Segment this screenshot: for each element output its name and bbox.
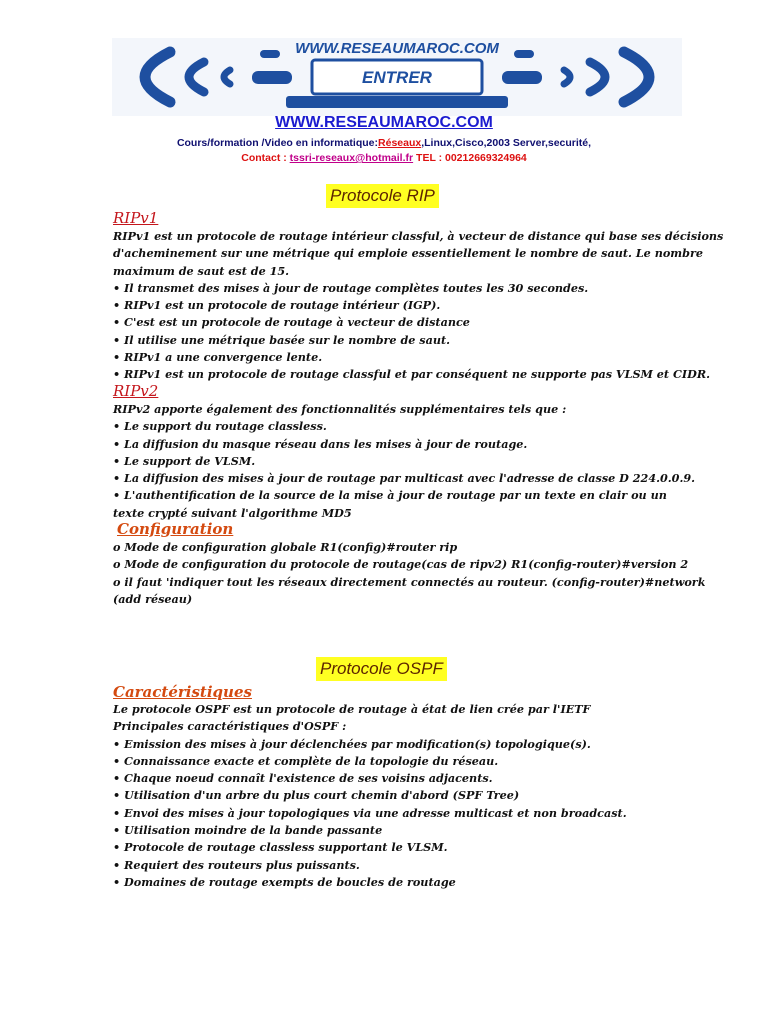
config-line: o Mode de configuration du protocole de routage(cas de ripv2) R1(config-router)#version 2 (113, 557, 689, 572)
ripv2-line: • Le support de VLSM. (113, 453, 256, 468)
ospf-line: • Envoi des mises à jour topologiques via une adresse multicast et non broadcast. (113, 805, 627, 820)
ripv1-line: • Il utilise une métrique basée sur le nombre de saut. (113, 332, 451, 347)
courses-reseaux-link[interactable]: Réseaux (378, 137, 422, 149)
ospf-text (113, 701, 673, 891)
ospf-line: Principales caractéristiques d'OSPF : (113, 719, 347, 734)
ospf-line: Le protocole OSPF est un protocole de routage à état de lien crée par l'IETF (113, 702, 591, 716)
ospf-line: • Emission des mises à jour déclenchées par modification(s) topologique(s). (113, 736, 591, 751)
ripv2-line: texte crypté suivant l'algorithme MD5 (113, 505, 352, 520)
ospf-line: • Chaque noeud connaît l'existence de ses voisins adjacents. (113, 771, 493, 786)
ripv1-line: • RIPv1 est un protocole de routage intérieur (IGP). (113, 298, 441, 313)
ospf-line: • Connaissance exacte et complète de la topologie du réseau. (113, 753, 499, 768)
contact-label: Contact : (241, 152, 287, 164)
ripv1-text (113, 228, 724, 384)
ripv2-line: • La diffusion des mises à jour de routage par multicast avec l'adresse de classe D 224.0.0.9. (113, 471, 696, 486)
ripv2-line: • Le support du routage classless. (113, 419, 327, 434)
ripv1-line: maximum de saut est de 15. (113, 263, 290, 278)
ripv1-line: • RIPv1 a une convergence lente. (113, 350, 323, 365)
ripv1-line: • Il transmet des mises à jour de routage complètes toutes les 30 secondes. (113, 280, 589, 295)
ripv2-line: • L'authentification de la source de la mise à jour de routage par un texte en clair ou un (113, 488, 667, 503)
ospf-characteristics-heading: Caractéristiques (113, 683, 252, 701)
config-line: (add réseau) (113, 591, 193, 606)
config-line: o Mode de configuration globale R1(config)#router rip (113, 540, 458, 554)
contact-tel: TEL : 00212669324964 (416, 152, 527, 164)
courses-suffix: ,Linux,Cisco,2003 Server,securité, (421, 137, 592, 149)
courses-prefix: Cours/formation /Video en informatique: (176, 137, 379, 149)
ospf-title: Protocole OSPF (316, 657, 447, 681)
ripv2-heading: RIPv2 (113, 382, 159, 400)
config-line: o il faut 'indiquer tout les réseaux directement connectés au routeur. (config-router)#network (113, 574, 706, 589)
banner-enter-text: ENTRER (362, 68, 432, 87)
ospf-line: • Requiert des routeurs plus puissants. (113, 857, 360, 872)
ripv1-line: • RIPv1 est un protocole de routage classful et par conséquent ne supporte pas VLSM et CIDR. (113, 367, 711, 382)
ripv2-text (113, 401, 696, 522)
ripv2-line: • La diffusion du masque réseau dans les mises à jour de routage. (113, 436, 528, 451)
site-banner-logo[interactable] (112, 38, 682, 116)
ospf-line: • Utilisation moindre de la bande passante (113, 823, 383, 838)
ospf-line: • Protocole de routage classless supportant le VLSM. (113, 840, 448, 855)
config-heading: Configuration (117, 520, 234, 538)
ospf-line: • Domaines de routage exempts de boucles de routage (113, 874, 456, 889)
courses-line (0, 137, 768, 149)
banner-graphic (112, 38, 682, 116)
contact-email-link[interactable]: tssri-reseaux@hotmail.fr (289, 152, 414, 164)
ripv1-line: d'acheminement sur une métrique qui emploie essentiellement le nombre de saut. Le nombre (113, 246, 703, 261)
config-text (113, 539, 706, 608)
ripv1-heading: RIPv1 (113, 209, 159, 227)
banner-site-text: WWW.RESEAUMAROC.COM (295, 40, 499, 57)
contact-line (0, 152, 768, 164)
ripv2-line: RIPv2 apporte également des fonctionnalités supplémentaires tels que : (113, 402, 567, 416)
ospf-line: • Utilisation d'un arbre du plus court chemin d'abord (SPF Tree) (113, 788, 520, 803)
ripv1-line: RIPv1 est un protocole de routage intérieur classful, à vecteur de distance qui base ses décisions (113, 229, 724, 243)
site-link[interactable]: WWW.RESEAUMAROC.COM (275, 114, 493, 131)
rip-title: Protocole RIP (326, 184, 439, 208)
ripv1-line: • C'est est un protocole de routage à vecteur de distance (113, 315, 470, 330)
